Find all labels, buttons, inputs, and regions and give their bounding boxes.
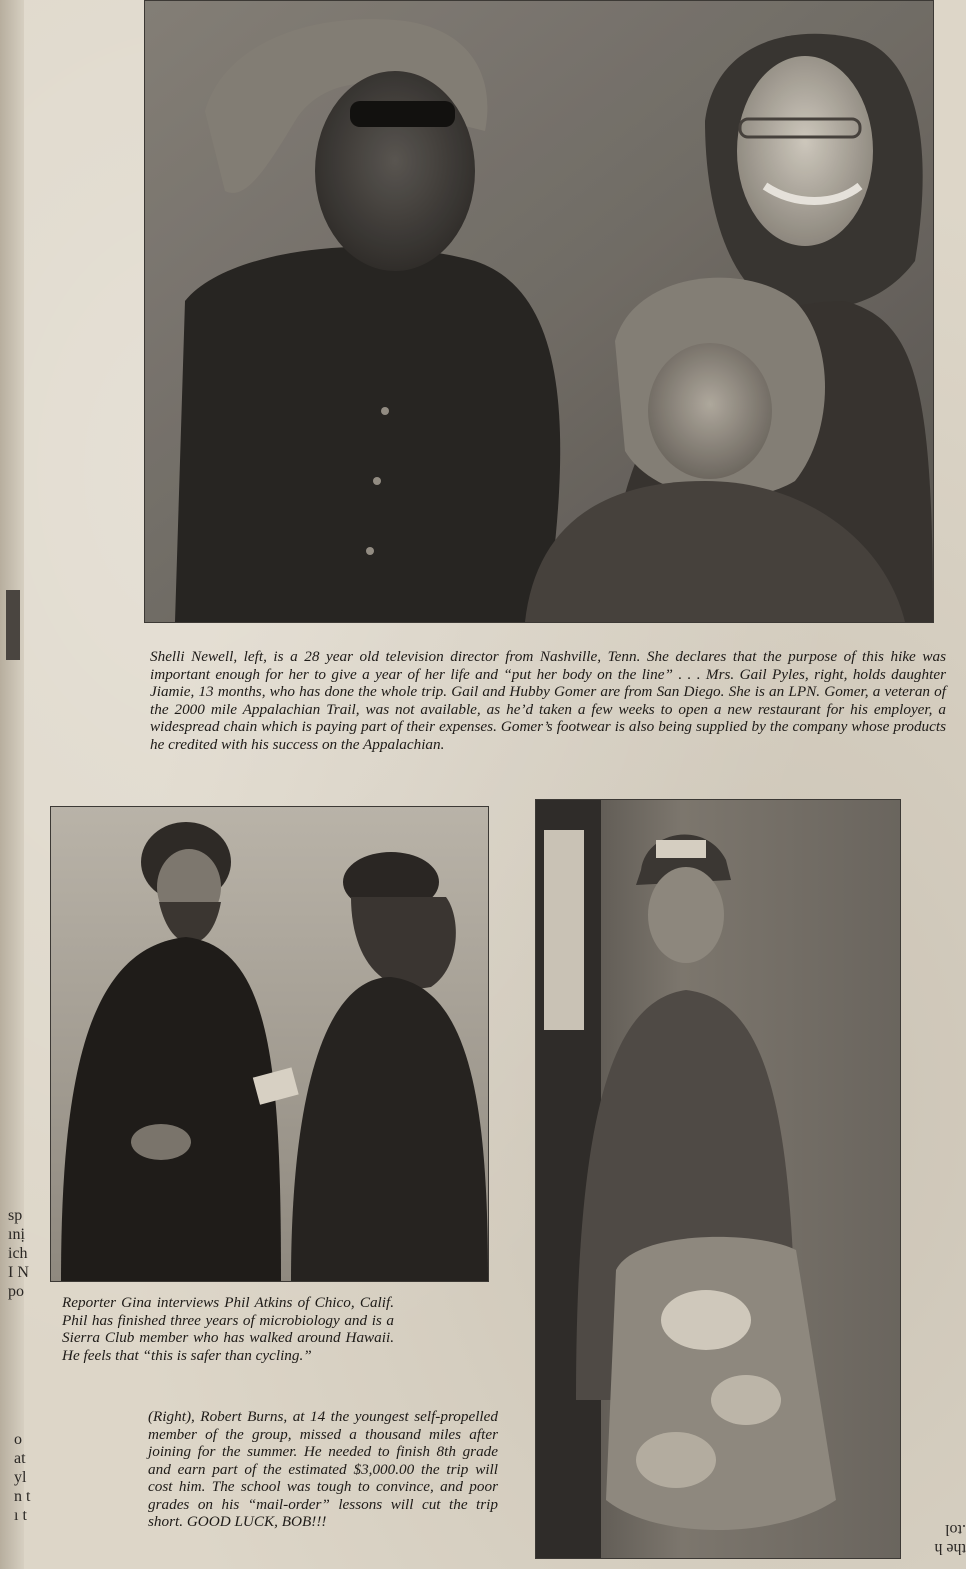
caption-interview-photo: Reporter Gina interviews Phil Atkins of Chico, Calif. Phil has finished three years of microbiology and is a Sierra Club member who has walked around Hawaii. He feels that “this is safer than cycling.” bbox=[62, 1294, 394, 1364]
photo-interview bbox=[50, 806, 489, 1282]
photo-boy-with-pack-image bbox=[536, 800, 900, 1558]
edge-text-fragment-right: the h .tol bbox=[934, 1521, 966, 1557]
left-edge-strip bbox=[0, 0, 24, 1569]
edge-text-fragment-left-lower: o at yl n t ı t bbox=[14, 1431, 31, 1524]
edge-dark-band bbox=[6, 590, 20, 660]
edge-text-fragment-left: sp ınị ich I N po bbox=[8, 1207, 29, 1300]
caption-top-photo: Shelli Newell, left, is a 28 year old television director from Nashville, Tenn. She declares that the purpose of this hike was important enough for her to give a year of her life and “put her body on the line” . . . Mrs. Gail Pyles, right, holds daughter Jiamie, 13 months, who has done the whole trip. Gail and Hubby Gomer are from San Diego. She is an LPN. Gomer, a veteran of the 2000 mile Appalachian Trail, was not available, as he’d taken a few weeks to open a new restaurant for his employer, a widespread chain which is paying part of their expenses. Gomer’s footwear is also being supplied by the company whose products he credited with his success on the Appalachian. bbox=[150, 648, 946, 753]
photo-interview-image bbox=[51, 807, 488, 1281]
photo-boy-with-pack bbox=[535, 799, 901, 1559]
photo-women-and-child bbox=[144, 0, 934, 623]
photo-women-and-child-image bbox=[145, 1, 933, 622]
caption-boy-photo: (Right), Robert Burns, at 14 the youngest self-propelled member of the group, missed a thousand miles after joining for the summer. He needed to finish 8th grade and earn part of the estimated $3,000.00 the trip will cost him. The school was tough to convince, and poor grades on his “mail-order” lessons will cut the trip short. GOOD LUCK, BOB!!! bbox=[148, 1408, 498, 1530]
